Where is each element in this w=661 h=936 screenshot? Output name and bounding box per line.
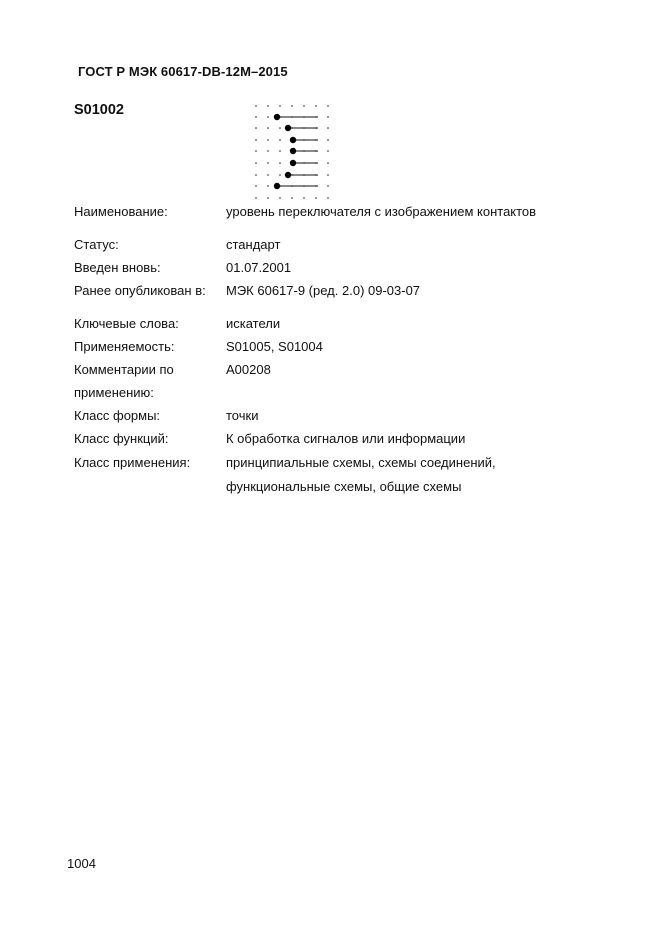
property-label: Класс функций: xyxy=(74,431,169,446)
multi-level-switch-contacts-icon xyxy=(254,100,338,200)
property-value: A00208 xyxy=(226,362,271,377)
grid-dot xyxy=(327,162,329,164)
grid-dot xyxy=(327,116,329,118)
grid-dot xyxy=(255,197,257,199)
contact-dot xyxy=(274,114,280,120)
grid-dot xyxy=(267,139,269,141)
grid-dot xyxy=(315,105,317,107)
grid-dot xyxy=(327,105,329,107)
grid-dot xyxy=(255,127,257,129)
property-value: стандарт xyxy=(226,237,281,252)
contact-dot xyxy=(290,137,296,143)
grid-dot xyxy=(267,116,269,118)
grid-dot xyxy=(327,139,329,141)
grid-dot xyxy=(255,139,257,141)
property-label: Комментарии по xyxy=(74,362,174,377)
property-value: функциональные схемы, общие схемы xyxy=(226,479,462,494)
grid-dot xyxy=(327,127,329,129)
grid-dot xyxy=(327,197,329,199)
property-value: 01.07.2001 xyxy=(226,260,292,275)
property-label: Ранее опубликован в: xyxy=(74,283,206,298)
grid-dot xyxy=(315,197,317,199)
grid-dot xyxy=(267,174,269,176)
grid-dot xyxy=(303,105,305,107)
grid-dot xyxy=(267,185,269,187)
property-label: Введен вновь: xyxy=(74,260,161,275)
property-value: точки xyxy=(226,408,259,423)
grid-dot xyxy=(279,127,281,129)
grid-dot xyxy=(279,197,281,199)
grid-dot xyxy=(279,139,281,141)
grid-dot xyxy=(255,150,257,152)
grid-dot xyxy=(279,174,281,176)
contact-dot xyxy=(285,172,291,178)
property-value: искатели xyxy=(226,316,281,331)
property-value: S01005, S01004 xyxy=(226,339,323,354)
property-label: Ключевые слова: xyxy=(74,316,179,331)
grid-dot xyxy=(255,105,257,107)
property-label: Статус: xyxy=(74,237,119,252)
property-label: Класс формы: xyxy=(74,408,161,423)
grid-dot xyxy=(255,162,257,164)
contact-dot xyxy=(274,183,280,189)
grid-dot xyxy=(327,174,329,176)
property-value: К обработка сигналов или информации xyxy=(226,431,466,446)
page-number: 1004 xyxy=(67,856,96,871)
grid-dot xyxy=(279,105,281,107)
property-value: МЭК 60617-9 (ред. 2.0) 09-03-07 xyxy=(226,283,421,298)
grid-dot xyxy=(327,185,329,187)
grid-dot xyxy=(267,127,269,129)
grid-dot xyxy=(267,150,269,152)
property-value: уровень переключателя с изображением контактов xyxy=(226,204,537,219)
grid-dot xyxy=(267,197,269,199)
contact-dot xyxy=(290,148,296,154)
grid-dot xyxy=(255,185,257,187)
document-header: ГОСТ Р МЭК 60617-DB-12M–2015 xyxy=(78,64,288,79)
grid-dot xyxy=(291,197,293,199)
property-label: применению: xyxy=(74,385,154,400)
grid-dot xyxy=(267,105,269,107)
contact-dot xyxy=(290,160,296,166)
grid-dot xyxy=(279,162,281,164)
grid-dot xyxy=(327,150,329,152)
grid-dot xyxy=(255,116,257,118)
grid-dot xyxy=(303,197,305,199)
property-label: Класс применения: xyxy=(74,455,191,470)
symbol-code: S01002 xyxy=(74,102,124,118)
property-label: Применяемость: xyxy=(74,339,175,354)
property-label: Наименование: xyxy=(74,204,168,219)
contact-dot xyxy=(285,125,291,131)
grid-dot xyxy=(291,105,293,107)
property-value: принципиальные схемы, схемы соединений, xyxy=(226,455,496,470)
grid-dot xyxy=(255,174,257,176)
grid-dot xyxy=(279,150,281,152)
grid-dot xyxy=(267,162,269,164)
